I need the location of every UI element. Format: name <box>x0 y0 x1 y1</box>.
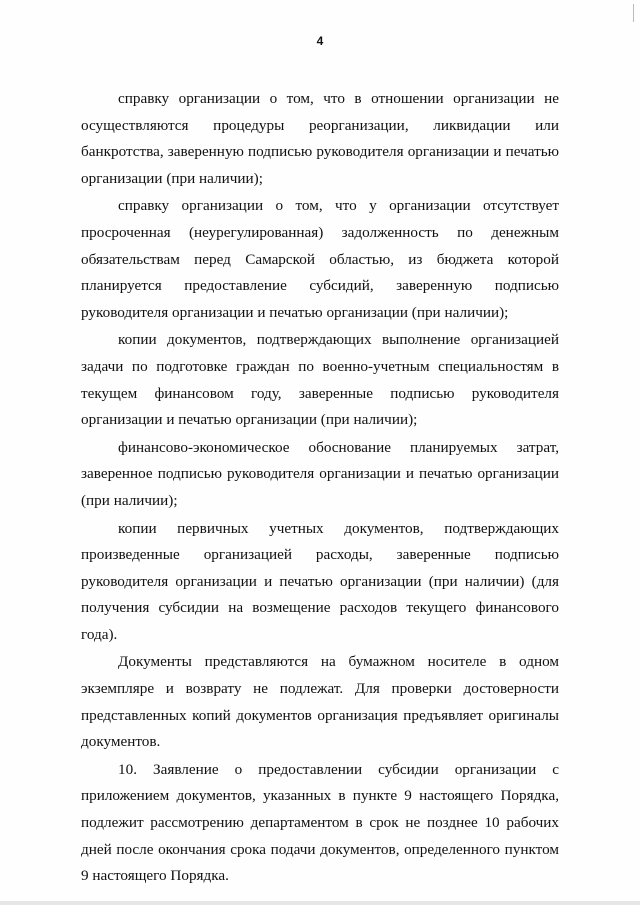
document-body <box>81 86 559 890</box>
paragraph-training-documents: копии документов, подтверждающих выполнение организацией задачи по подготовке граждан по военно-учетным специальностям в текущем финансовом году, заверенные подписью руководителя организации и печатью организации (при наличии); <box>81 331 559 429</box>
paragraph-document-submission: Документы представляются на бумажном носителе в одном экземпляре и возврату не подлежат. Для проверки достоверности представленных копий документов организация предъявляет оригиналы документов. <box>81 653 559 751</box>
paragraph-debt-certificate: справку организации о том, что у организации отсутствует просроченная (неурегулированная) задолженность по денежным обязательствам перед Самарской областью, из бюджета которой планируется предоставление субсидий, заверенную подписью руководителя организации и печатью организации (при наличии); <box>81 197 559 321</box>
page-number: 4 <box>316 34 324 48</box>
paragraph-primary-accounting-documents: копии первичных учетных документов, подтверждающих произведенные организацией расходы, заверенные подписью руководителя организации и печатью организации (при наличии) (для получения субсидии на возмещение расходов текущего финансового года). <box>81 519 559 643</box>
paragraph-item-10: 10. Заявление о предоставлении субсидии организации с приложением документов, указанных в пункте 9 настоящего Порядка, подлежит рассмотрению департаментом в срок не позднее 10 рабочих дней после окончания срока подачи документов, определенного пунктом 9 настоящего Порядка. <box>81 760 559 885</box>
paragraph-financial-justification: финансово-экономическое обоснование планируемых затрат, заверенное подписью руководителя организации и печатью организации (при наличии); <box>81 438 559 509</box>
scan-bottom-edge <box>0 901 640 905</box>
scan-edge-mark <box>633 4 634 22</box>
paragraph-reorganization-certificate: справку организации о том, что в отношении организации не осуществляются процедуры реорганизации, ликвидации или банкротства, заверенную подписью руководителя организации и печатью организации (при наличии); <box>81 90 559 187</box>
